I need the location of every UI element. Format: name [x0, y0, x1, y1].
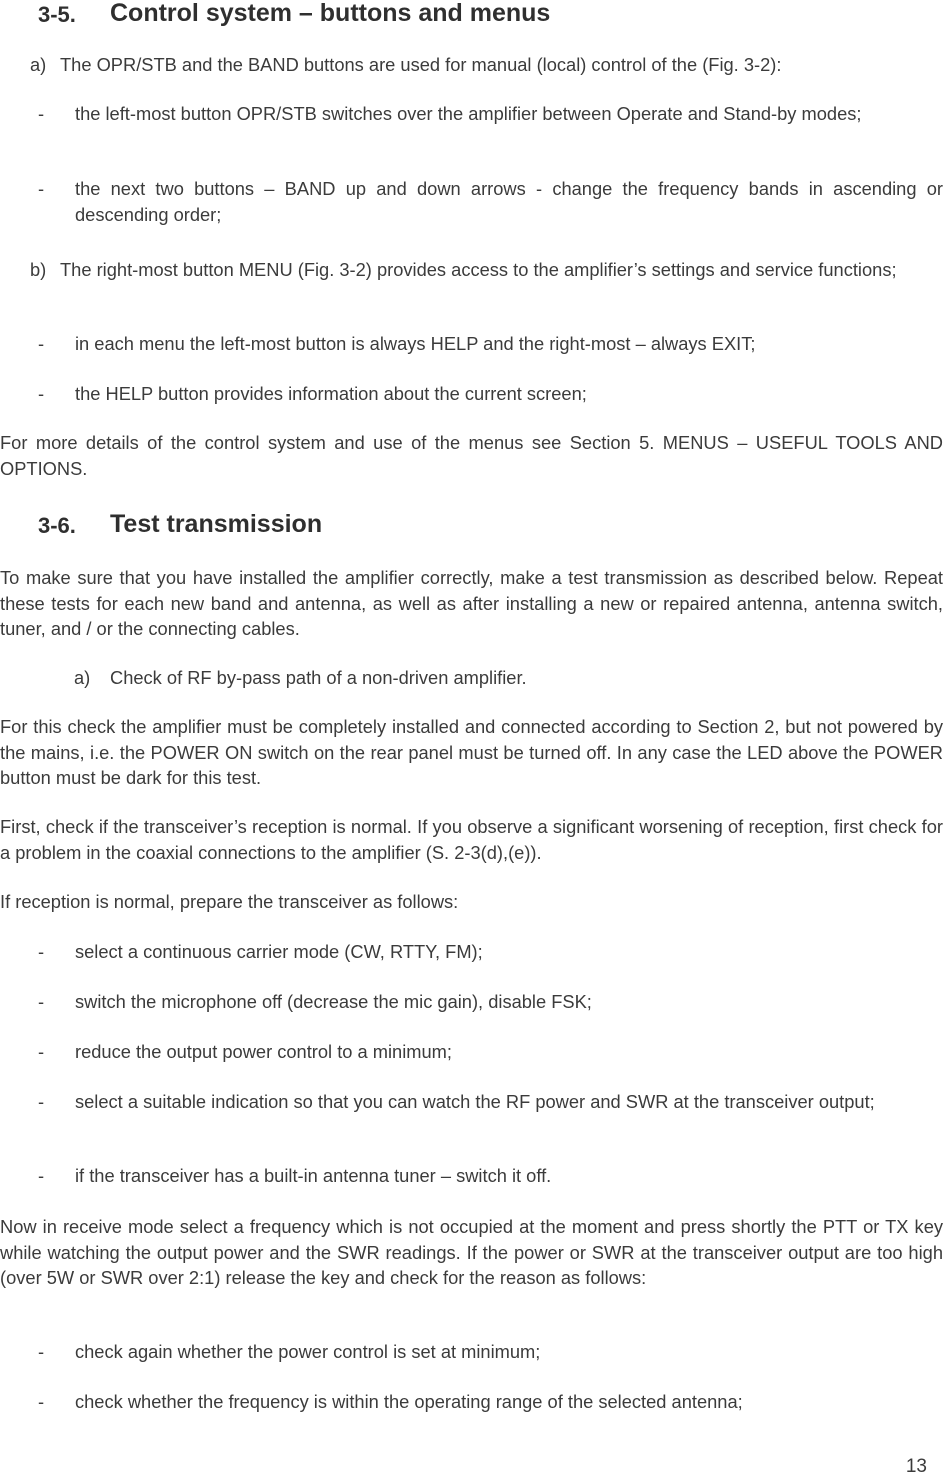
bullet-text: if the transceiver has a built-in antenna tuner – switch it off.	[75, 1165, 552, 1186]
item-marker: a)	[74, 667, 91, 688]
bullet-marker: -	[38, 1091, 45, 1112]
item-text: The OPR/STB and the BAND buttons are used for manual (local) control of the (Fig. 3-2):	[60, 54, 782, 75]
section-title: Test transmission	[110, 510, 323, 538]
bullet-marker: -	[38, 1391, 45, 1412]
section-title: Control system – buttons and menus	[110, 0, 551, 27]
section-number: 3-5.	[38, 2, 76, 27]
bullet-text: check again whether the power control is set at minimum;	[75, 1341, 541, 1362]
bullet-text: the HELP button provides information about the current screen;	[75, 383, 587, 404]
bullet-text: in each menu the left-most button is always HELP and the right-most – always EXIT;	[75, 333, 756, 354]
item-text: The right-most button MENU (Fig. 3-2) provides access to the amplifier’s settings and service functions;	[60, 259, 897, 280]
item-marker: a)	[30, 54, 47, 75]
bullet-marker: -	[38, 1165, 45, 1186]
paragraph: First, check if the transceiver’s reception is normal. If you observe a significant worsening of reception, first check for a problem in the coaxial connections to the amplifier (S. 2-3(d),(e)).	[0, 816, 943, 863]
bullet-marker: -	[38, 1341, 45, 1362]
bullet-marker: -	[38, 1041, 45, 1062]
paragraph: If reception is normal, prepare the transceiver as follows:	[0, 891, 459, 912]
bullet-marker: -	[38, 178, 45, 199]
paragraph: For more details of the control system and use of the menus see Section 5. MENUS – USEFUL TOOLS AND OPTIONS.	[0, 432, 943, 479]
section-number: 3-6.	[38, 513, 76, 538]
page-number: 13	[905, 1456, 927, 1477]
paragraph: To make sure that you have installed the amplifier correctly, make a test transmission as described below. Repeat these tests for each new band and antenna, as well as after installing a new or repaired antenna, antenna switch, tuner, and / or the connecting cables.	[0, 567, 943, 639]
bullet-text: switch the microphone off (decrease the mic gain), disable FSK;	[75, 991, 592, 1012]
bullet-text: reduce the output power control to a minimum;	[75, 1041, 452, 1062]
paragraph: Now in receive mode select a frequency which is not occupied at the moment and press shortly the PTT or TX key while watching the output power and the SWR readings. If the power or SWR at the transceiver output are too high (over 5W or SWR over 2:1) release the key and check for the reason as follows:	[0, 1216, 943, 1288]
bullet-marker: -	[38, 333, 45, 354]
item-marker: b)	[30, 259, 47, 280]
bullet-text: select a continuous carrier mode (CW, RTTY, FM);	[75, 941, 483, 962]
bullet-text: select a suitable indication so that you can watch the RF power and SWR at the transceiver output;	[75, 1091, 875, 1112]
bullet-marker: -	[38, 991, 45, 1012]
bullet-text: the left-most button OPR/STB switches over the amplifier between Operate and Stand-by modes;	[75, 103, 862, 124]
bullet-marker: -	[38, 941, 45, 962]
bullet-marker: -	[38, 383, 45, 404]
bullet-text: the next two buttons – BAND up and down arrows - change the frequency bands in ascending or descending order;	[75, 178, 943, 225]
bullet-text: check whether the frequency is within the operating range of the selected antenna;	[75, 1391, 743, 1412]
item-text: Check of RF by-pass path of a non-driven amplifier.	[110, 667, 527, 688]
bullet-marker: -	[38, 103, 45, 124]
paragraph: For this check the amplifier must be completely installed and connected according to Section 2, but not powered by the mains, i.e. the POWER ON switch on the rear panel must be turned off. In any case the LED above the POWER button must be dark for this test.	[0, 716, 943, 788]
